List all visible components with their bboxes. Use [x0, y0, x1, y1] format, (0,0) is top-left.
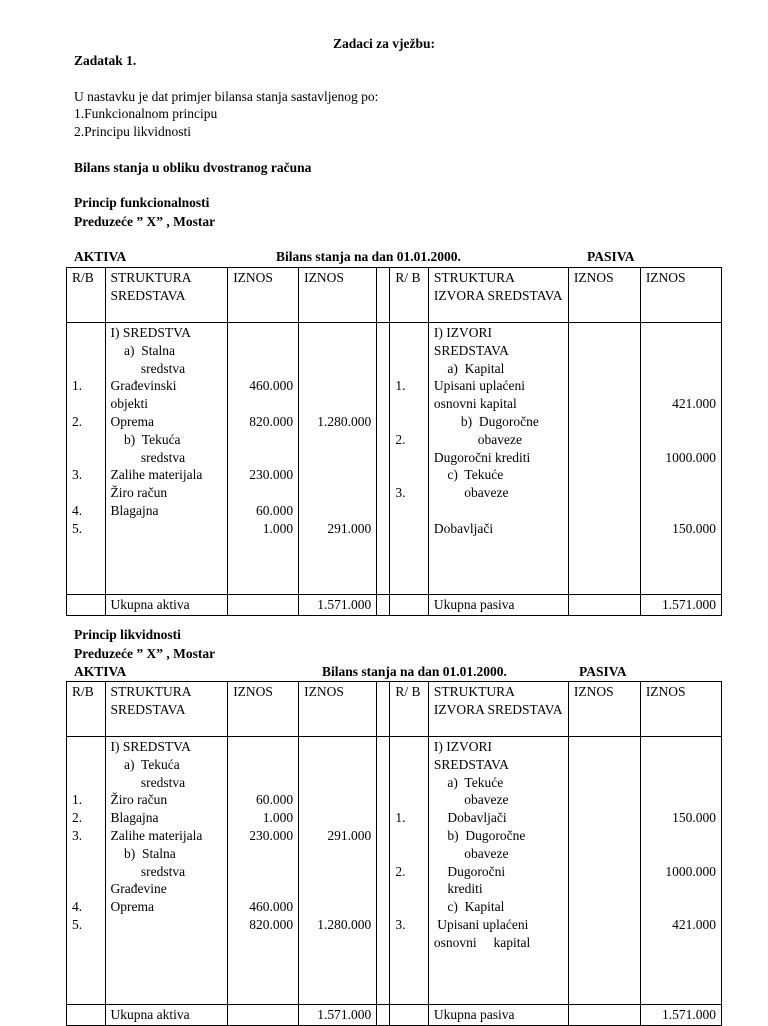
principle-heading: Princip likvidnosti: [74, 627, 181, 642]
rb-column: 1. 2. 3. 4. 5.: [67, 737, 106, 1005]
header-iznos: IZNOS: [640, 268, 721, 323]
spacer-cell: [377, 737, 390, 1005]
intro-text: U nastavku je dat primjer bilansa stanja sastavljenog po:: [74, 89, 379, 104]
total-liabilities-label: Ukupna pasiva: [428, 595, 568, 616]
total-assets-value: 1.571.000: [299, 1005, 377, 1026]
assets-amount-1: 460.000 820.000 230.000 60.000 1.000: [228, 323, 299, 595]
header-rb: R/ B: [390, 682, 429, 737]
list-item: 2.Principu likvidnosti: [74, 124, 192, 139]
empty-cell: [67, 595, 106, 616]
header-iznos: IZNOS: [568, 268, 640, 323]
sources-amount-2: 150.000 1000.000 421.000: [640, 737, 721, 1005]
sources-amount-1: [568, 737, 640, 1005]
balance-table-functional: [66, 267, 722, 616]
total-assets-value: 1.571.000: [299, 595, 377, 616]
header-iznos: IZNOS: [228, 682, 299, 737]
spacer-cell: [377, 323, 390, 595]
header-rb: R/ B: [390, 268, 429, 323]
header-struktura-sredstava: STRUKTURA SREDSTAVA: [105, 268, 228, 323]
company-name: Preduzeće ” X” , Mostar: [74, 214, 216, 229]
total-assets-label: Ukupna aktiva: [105, 1005, 228, 1026]
rb-column: 1. 2. 3.: [390, 737, 429, 1005]
header-struktura-sredstava: STRUKTURA SREDSTAVA: [105, 682, 228, 737]
balance-date: Bilans stanja na dan 01.01.2000.: [276, 249, 461, 264]
document-title: Zadaci za vježbu:: [333, 36, 435, 51]
empty-cell: [568, 595, 640, 616]
header-rb: R/B: [67, 268, 106, 323]
assets-structure: I) SREDSTVA a) Stalna sredstva Građevinski objekti Oprema b) Tekuća sredstva Zalihe materijala Žiro račun Blagajna: [105, 323, 228, 595]
assets-amount-2: 1.280.000 291.000: [299, 323, 377, 595]
aktiva-label: AKTIVA: [74, 664, 127, 679]
empty-cell: [390, 1005, 429, 1026]
header-iznos: IZNOS: [228, 268, 299, 323]
header-iznos: IZNOS: [640, 682, 721, 737]
empty-cell: [228, 595, 299, 616]
sources-amount-1: [568, 323, 640, 595]
header-iznos: IZNOS: [299, 682, 377, 737]
rb-column: 1. 2. 3. 4. 5.: [67, 323, 106, 595]
balance-table-liquidity: [66, 681, 722, 1026]
empty-cell: [228, 1005, 299, 1026]
spacer-cell: [377, 1005, 390, 1026]
empty-cell: [568, 1005, 640, 1026]
total-assets-label: Ukupna aktiva: [105, 595, 228, 616]
subtitle: Bilans stanja u obliku dvostranog računa: [74, 160, 312, 175]
empty-cell: [67, 1005, 106, 1026]
header-rb: R/B: [67, 682, 106, 737]
header-iznos: IZNOS: [568, 682, 640, 737]
sources-structure: I) IZVORI SREDSTAVA a) Kapital Upisani uplaćeni osnovni kapital b) Dugoročne obaveze Dugoročni krediti c) Tekuće obaveze Dobavljači: [428, 323, 568, 595]
total-liabilities-label: Ukupna pasiva: [428, 1005, 568, 1026]
pasiva-label: PASIVA: [587, 249, 635, 264]
empty-cell: [390, 595, 429, 616]
header-struktura-izvora: STRUKTURA IZVORA SREDSTAVA: [428, 268, 568, 323]
list-item: 1.Funkcionalnom principu: [74, 106, 218, 121]
sources-structure: I) IZVORI SREDSTAVA a) Tekuće obaveze Dobavljači b) Dugoročne obaveze Dugoročni krediti c) Kapital Upisani uplaćeni osnovni kapital: [428, 737, 568, 1005]
spacer-cell: [377, 595, 390, 616]
aktiva-label: AKTIVA: [74, 249, 127, 264]
principle-heading: Princip funkcionalnosti: [74, 195, 210, 210]
spacer-cell: [377, 268, 390, 323]
header-iznos: IZNOS: [299, 268, 377, 323]
assets-amount-2: 291.000 1.280.000: [299, 737, 377, 1005]
assets-structure: I) SREDSTVA a) Tekuća sredstva Žiro račun Blagajna Zalihe materijala b) Stalna sredstva Građevine Oprema: [105, 737, 228, 1005]
task-heading: Zadatak 1.: [74, 53, 137, 68]
assets-amount-1: 60.000 1.000 230.000 460.000 820.000: [228, 737, 299, 1005]
total-liabilities-value: 1.571.000: [640, 1005, 721, 1026]
rb-column: 1. 2. 3.: [390, 323, 429, 595]
header-struktura-izvora: STRUKTURA IZVORA SREDSTAVA: [428, 682, 568, 737]
balance-date: Bilans stanja na dan 01.01.2000.: [322, 664, 507, 679]
total-liabilities-value: 1.571.000: [640, 595, 721, 616]
pasiva-label: PASIVA: [579, 664, 627, 679]
company-name: Preduzeće ” X” , Mostar: [74, 646, 216, 661]
sources-amount-2: 421.000 1000.000 150.000: [640, 323, 721, 595]
spacer-cell: [377, 682, 390, 737]
